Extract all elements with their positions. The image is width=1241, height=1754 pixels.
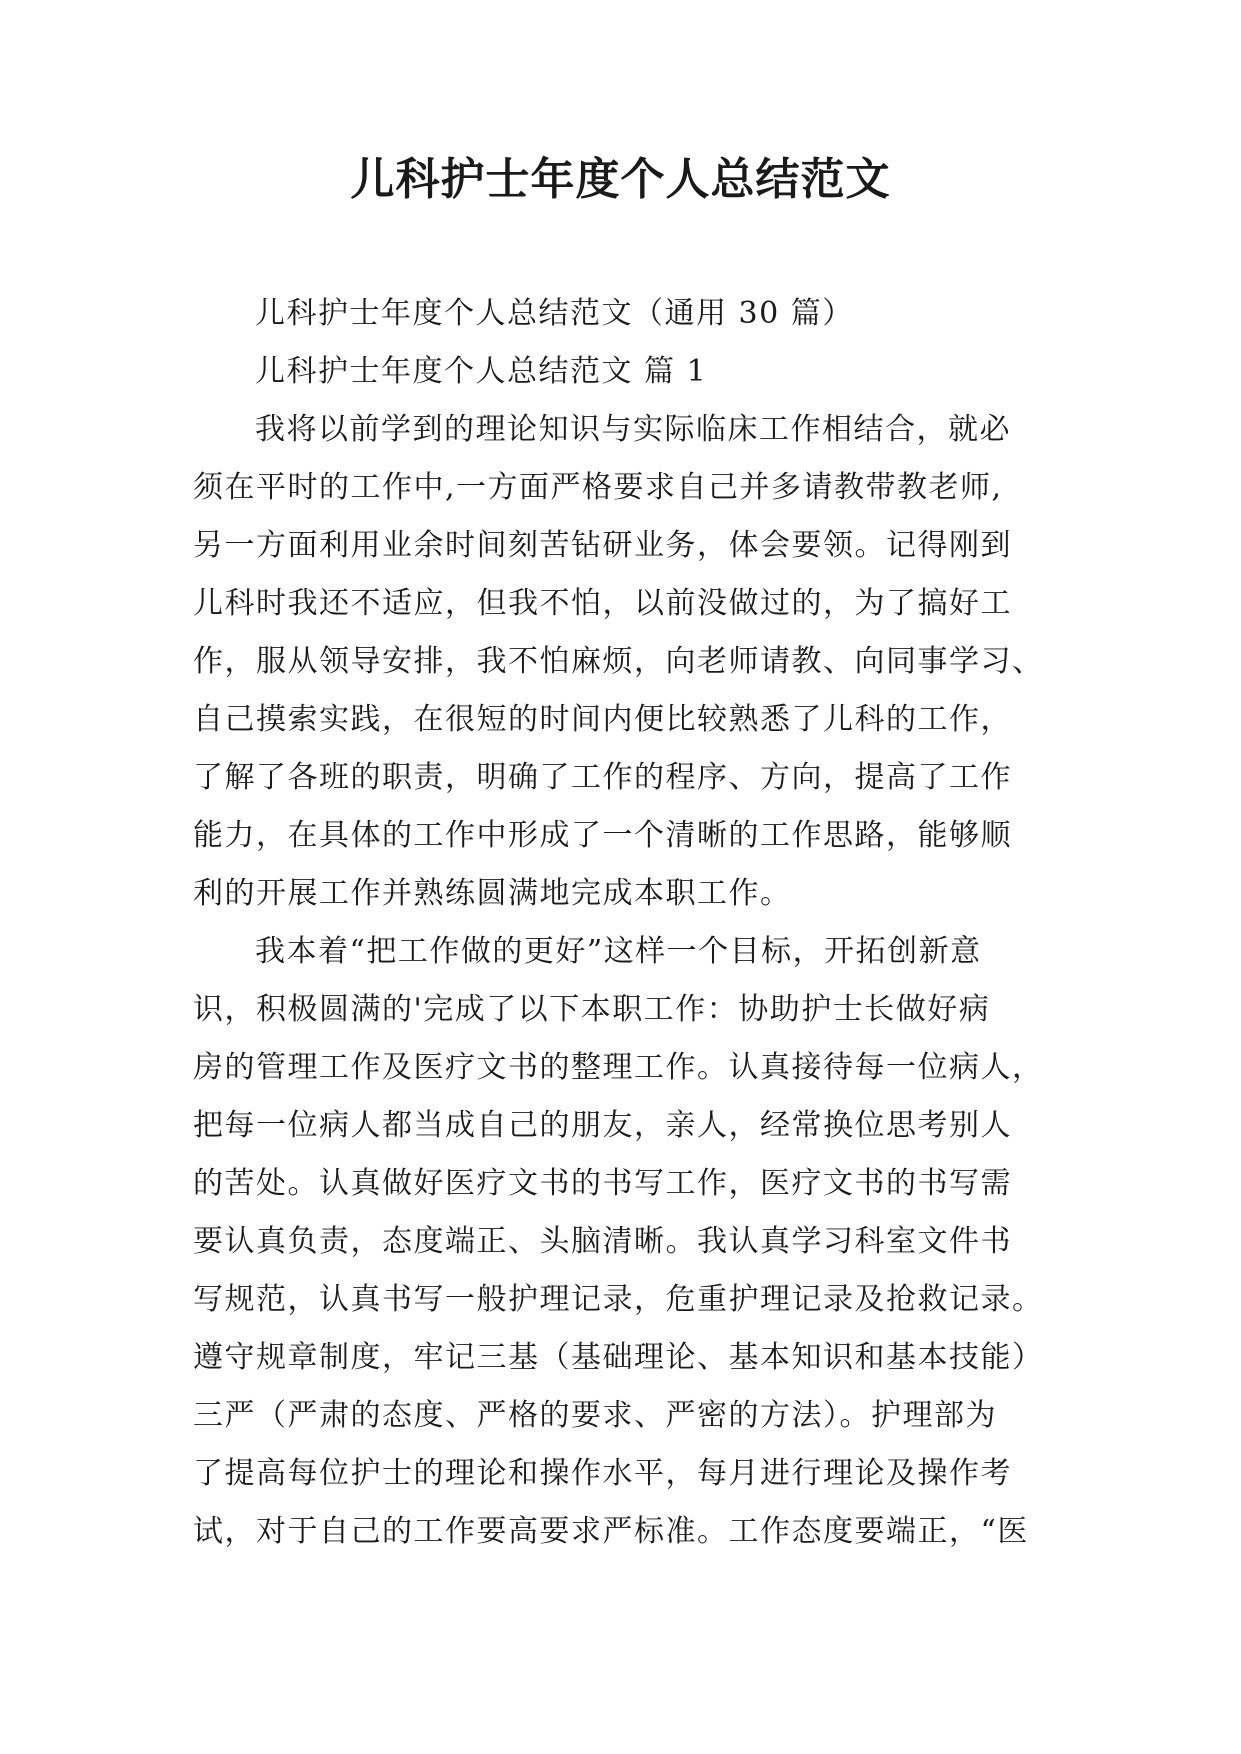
text-line: 了解了各班的职责，明确了工作的程序、方向，提高了工作 (193, 760, 1012, 795)
text-line: 三严（严肃的态度、严格的要求、严密的方法）。护理部为 (193, 1398, 997, 1433)
text-line: 遵守规章制度，牢记三基（基础理论、基本知识和基本技能） (193, 1340, 1044, 1375)
text-line: 能力，在具体的工作中形成了一个清晰的工作思路，能够顺 (193, 818, 1012, 853)
text-line: 了提高每位护士的理论和操作水平，每月进行理论及操作考 (193, 1456, 1012, 1491)
text-line: 房的管理工作及医疗文书的整理工作。认真接待每一位病人， (193, 1050, 1044, 1085)
text-line: 的苦处。认真做好医疗文书的书写工作，医疗文书的书写需 (193, 1166, 1012, 1201)
text-line: 须在平时的工作中,一方面严格要求自己并多请教带教老师, (193, 470, 1003, 505)
text-line: 要认真负责，态度端正、头脑清晰。我认真学习科室文件书 (193, 1224, 1012, 1259)
text-line: 自己摸索实践，在很短的时间内便比较熟悉了儿科的工作， (193, 702, 1012, 737)
text-line: 作，服从领导安排，我不怕麻烦，向老师请教、向同事学习、 (193, 644, 1044, 679)
text-line: 识，积极圆满的'完成了以下本职工作：协助护士长做好病 (193, 992, 991, 1027)
document-title: 儿科护士年度个人总结范文 (350, 154, 891, 205)
text-line: 儿科护士年度个人总结范文 篇 1 (255, 354, 708, 389)
text-line: 把每一位病人都当成自己的朋友，亲人，经常换位思考别人 (193, 1108, 1012, 1143)
text-line: 儿科护士年度个人总结范文（通用 30 篇） (255, 296, 854, 331)
text-line: 试，对于自己的工作要高要求严标准。工作态度要端正，“医 (193, 1514, 1029, 1549)
text-line: 利的开展工作并熟练圆满地完成本职工作。 (193, 876, 792, 911)
document-body (193, 285, 1053, 1561)
text-line: 写规范，认真书写一般护理记录，危重护理记录及抢救记录。 (193, 1282, 1044, 1317)
text-line: 儿科时我还不适应，但我不怕，以前没做过的，为了搞好工 (193, 586, 1012, 621)
text-line: 我将以前学到的理论知识与实际临床工作相结合，就必 (255, 412, 1011, 447)
text-line: 我本着“把工作做的更好”这样一个目标，开拓创新意 (255, 934, 982, 969)
text-line: 另一方面利用业余时间刻苦钻研业务，体会要领。记得刚到 (193, 528, 1012, 563)
